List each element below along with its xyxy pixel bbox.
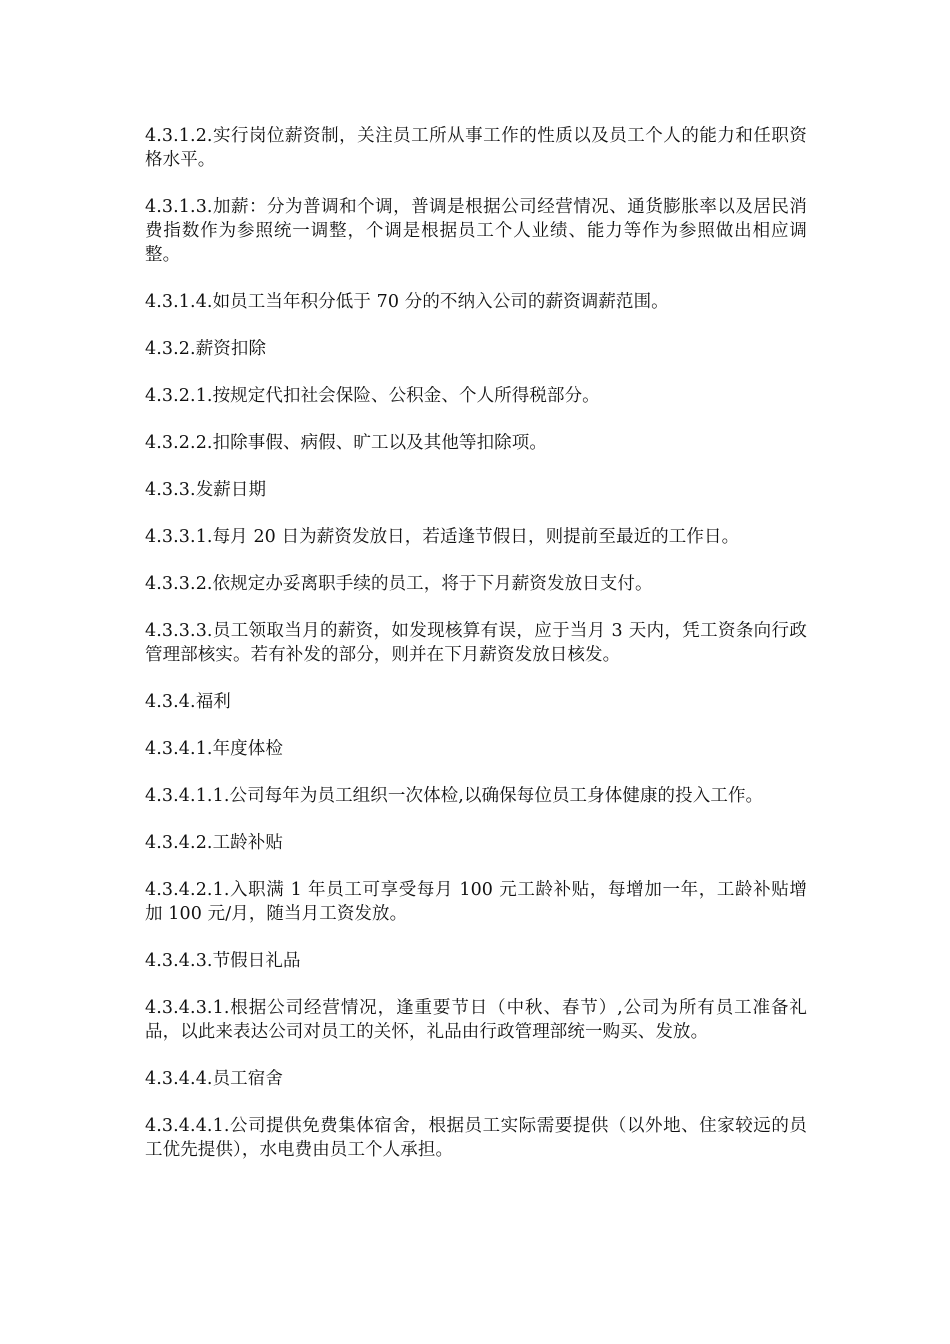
heading-4-3-4-3: 4.3.4.3.节假日礼品 [145, 951, 301, 971]
paragraph-4-3-3-3: 4.3.3.3.员工领取当月的薪资，如发现核算有误，应于当月 3 天内，凭工资条向行政管理部核实。若有补发的部分，则并在下月薪资发放日核发。 [145, 621, 807, 665]
heading-4-3-4-4: 4.3.4.4.员工宿舍 [145, 1069, 283, 1089]
paragraph-4-3-2-2: 4.3.2.2.扣除事假、病假、旷工以及其他等扣除项。 [145, 433, 547, 453]
paragraph-4-3-2-1: 4.3.2.1.按规定代扣社会保险、公积金、个人所得税部分。 [145, 386, 600, 406]
paragraph-4-3-3-2: 4.3.3.2.依规定办妥离职手续的员工，将于下月薪资发放日支付。 [145, 574, 653, 594]
paragraph-4-3-3-1: 4.3.3.1.每月 20 日为薪资发放日，若适逢节假日，则提前至最近的工作日。 [145, 527, 740, 547]
paragraph-4-3-4-1-1: 4.3.4.1.1.公司每年为员工组织一次体检,以确保每位员工身体健康的投入工作。 [145, 786, 764, 806]
heading-4-3-3: 4.3.3.发薪日期 [145, 480, 267, 500]
paragraph-4-3-1-2: 4.3.1.2.实行岗位薪资制，关注员工所从事工作的性质以及员工个人的能力和任职资格水平。 [145, 126, 807, 170]
heading-4-3-4-1: 4.3.4.1.年度体检 [145, 739, 283, 759]
heading-4-3-4-2: 4.3.4.2.工龄补贴 [145, 833, 283, 853]
paragraph-4-3-4-3-1: 4.3.4.3.1.根据公司经营情况，逢重要节日（中秋、春节）,公司为所有员工准备礼品，以此来表达公司对员工的关怀，礼品由行政管理部统一购买、发放。 [145, 998, 807, 1042]
paragraph-4-3-1-4: 4.3.1.4.如员工当年积分低于 70 分的不纳入公司的薪资调薪范围。 [145, 292, 669, 312]
paragraph-4-3-4-2-1: 4.3.4.2.1.入职满 1 年员工可享受每月 100 元工龄补贴，每增加一年，工龄补贴增加 100 元/月，随当月工资发放。 [145, 880, 807, 924]
document-body [145, 124, 807, 1185]
paragraph-4-3-4-4-1: 4.3.4.4.1.公司提供免费集体宿舍，根据员工实际需要提供（以外地、住家较远的员工优先提供），水电费由员工个人承担。 [145, 1116, 807, 1160]
paragraph-4-3-1-3: 4.3.1.3.加薪：分为普调和个调，普调是根据公司经营情况、通货膨胀率以及居民消费指数作为参照统一调整，个调是根据员工个人业绩、能力等作为参照做出相应调整。 [145, 197, 807, 265]
heading-4-3-4: 4.3.4.福利 [145, 692, 231, 712]
heading-4-3-2: 4.3.2.薪资扣除 [145, 339, 267, 359]
